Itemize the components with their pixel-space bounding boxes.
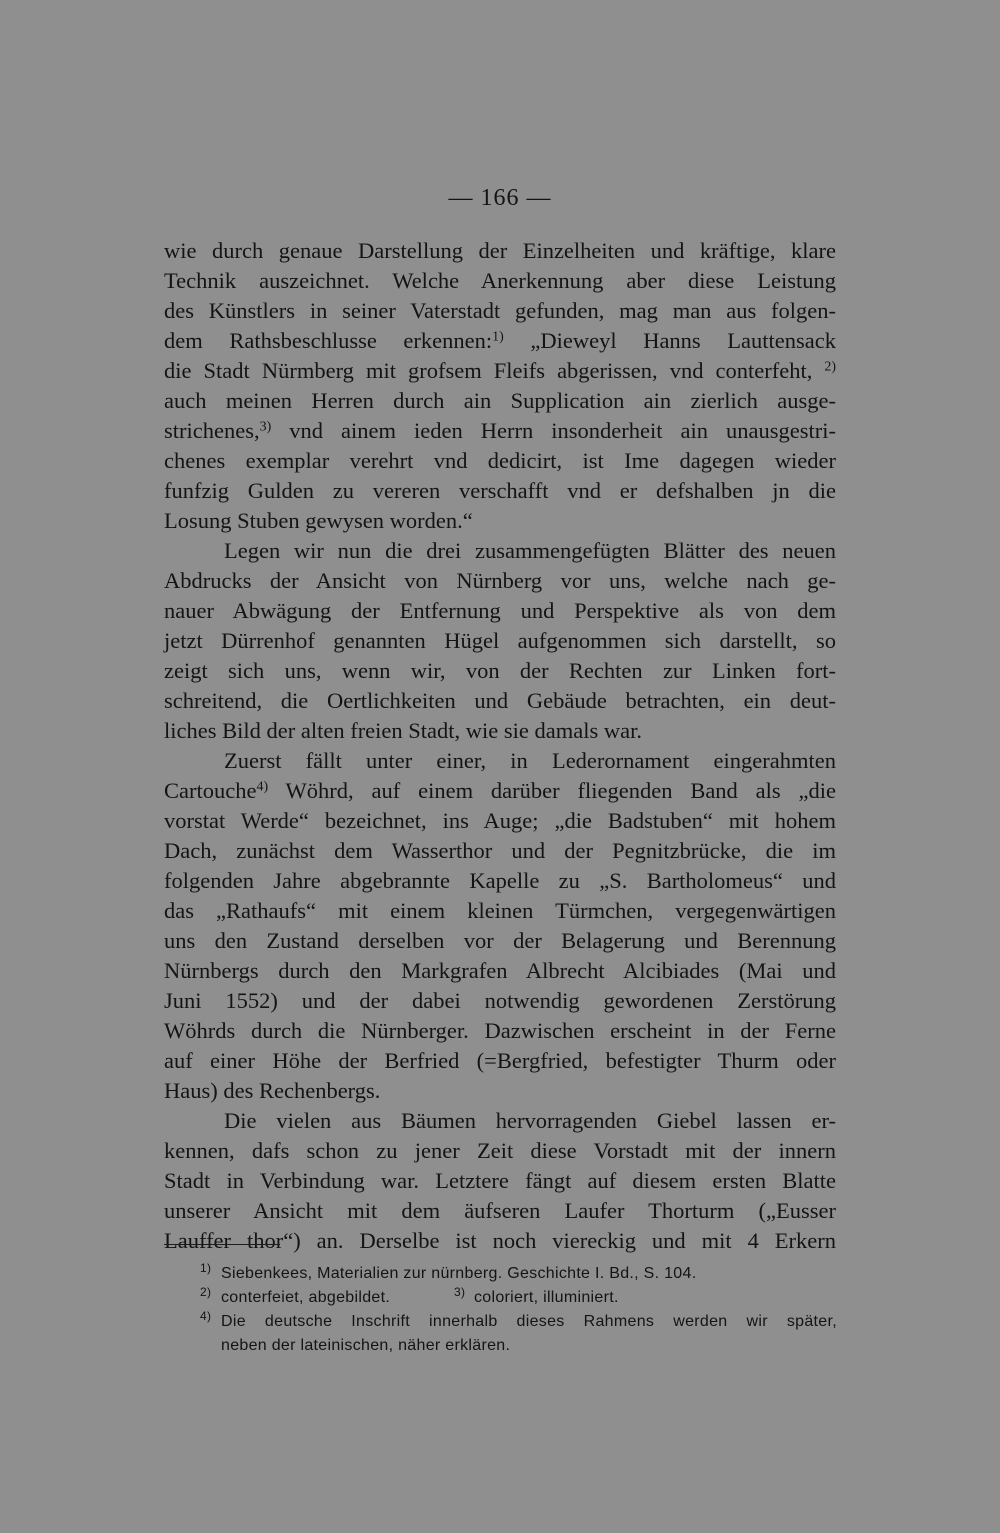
body-line: Wöhrds durch die Nürnberger. Dazwischen erscheint in der Ferne: [164, 1018, 836, 1043]
body-line: liches Bild der alten freien Stadt, wie sie damals war.: [164, 718, 642, 743]
body-line: jetzt Dürrenhof genannten Hügel aufgenommen sich darstellt, so: [164, 628, 836, 653]
body-line: Die vielen aus Bäumen hervorragenden Giebel lassen er-: [224, 1108, 836, 1133]
footnote-1: [0, 1262, 1000, 1286]
body-line: Dach, zunächst dem Wasserthor und der Pegnitzbrücke, die im: [164, 838, 836, 863]
footnote-text: Siebenkees, Materialien zur nürnberg. Geschichte I. Bd., S. 104.: [221, 1265, 697, 1282]
footnote-4: [0, 1310, 1000, 1334]
body-line-with-footnote: [164, 356, 836, 386]
body-line: Zuerst fällt unter einer, in Lederornament eingerahmten: [224, 748, 836, 773]
body-line: zeigt sich uns, wenn wir, von der Rechten zur Linken fort-: [164, 658, 836, 683]
body-line: auf einer Höhe der Berfried (=Bergfried, befestigter Thurm oder: [164, 1048, 836, 1073]
body-line: Stadt in Verbindung war. Letztere fängt auf diesem ersten Blatte: [164, 1168, 836, 1193]
text-segment: vnd ainem ieden Herrn insonderheit ain unausgestri-: [289, 418, 837, 443]
footnote-mark: 2): [200, 1285, 212, 1299]
body-line-with-footnote: [164, 326, 836, 356]
body-line: chenes exemplar verehrt vnd dedicirt, ist Ime dagegen wieder: [164, 448, 836, 473]
footnote-mark: 4): [200, 1309, 212, 1323]
body-line: nauer Abwägung der Entfernung und Perspektive als von dem: [164, 598, 836, 623]
footnote-ref: 2): [824, 359, 836, 375]
footnote-4-continued: [0, 1334, 1000, 1358]
body-line: vorstat Werde“ bezeichnet, ins Auge; „die Badstuben“ mit hohem: [164, 808, 836, 833]
text-segment: Cartouche: [164, 778, 257, 803]
body-line: uns den Zustand derselben vor der Belagerung und Berennung: [164, 928, 836, 953]
text-segment: die Stadt Nürmberg mit grofsem Fleifs abgerissen, vnd conterfeht,: [164, 358, 813, 383]
body-line: das „Rathaufs“ mit einem kleinen Türmchen, vergegenwärtigen: [164, 898, 836, 923]
page-number: — 166 —: [448, 185, 552, 211]
body-line-with-footnote: [164, 416, 836, 446]
footnote-divider: [164, 1244, 280, 1245]
body-line: Haus) des Rechenbergs.: [164, 1078, 381, 1103]
footnote-text: coloriert, illuminiert.: [474, 1289, 619, 1306]
body-line: Juni 1552) und der dabei notwendig gewordenen Zerstörung: [164, 988, 836, 1013]
text-segment: strichenes,: [164, 418, 260, 443]
footnote-ref: 1): [492, 329, 504, 345]
footnote-mark: 3): [454, 1285, 466, 1299]
body-line: des Künstlers in seiner Vaterstadt gefunden, mag man aus folgen-: [164, 298, 836, 323]
text-segment: Wöhrd, auf einem darüber fliegenden Band als „die: [285, 778, 836, 803]
footnote-2-3: [0, 1286, 1000, 1310]
text-segment: „Dieweyl Hanns Lauttensack: [530, 328, 836, 353]
body-line: funfzig Gulden zu vereren verschafft vnd er defshalben jn die: [164, 478, 836, 503]
text-segment: dem Rathsbeschlusse erkennen:: [164, 328, 493, 353]
body-line: wie durch genaue Darstellung der Einzelheiten und kräftige, klare: [164, 238, 836, 263]
body-line: Abdrucks der Ansicht von Nürnberg vor uns, welche nach ge-: [164, 568, 836, 593]
footnote-text: neben der lateinischen, näher erklären.: [221, 1337, 511, 1354]
body-line: schreitend, die Oertlichkeiten und Gebäude betrachten, ein deut-: [164, 688, 836, 713]
body-line: folgenden Jahre abgebrannte Kapelle zu „S. Bartholomeus“ und: [164, 868, 836, 893]
footnote-mark: 1): [200, 1261, 212, 1275]
body-line: Losung Stuben gewysen worden.“: [164, 508, 473, 533]
footnote-text: Die deutsche Inschrift innerhalb dieses Rahmens werden wir später,: [221, 1313, 837, 1330]
body-line: Legen wir nun die drei zusammengefügten Blätter des neuen: [224, 538, 836, 563]
footnote-ref: 3): [259, 419, 272, 435]
body-line: Nürnbergs durch den Markgrafen Albrecht Alcibiades (Mai und: [164, 958, 836, 983]
body-line: kennen, dafs schon zu jener Zeit diese Vorstadt mit der innern: [164, 1138, 836, 1163]
footnote-text: conterfeiet, abgebildet.: [221, 1289, 391, 1306]
body-line: unserer Ansicht mit dem äufseren Laufer Thorturm („Eusser: [164, 1198, 836, 1223]
footnote-ref: 4): [256, 779, 269, 795]
body-line-with-footnote: [164, 776, 836, 806]
body-line: Technik auszeichnet. Welche Anerkennung aber diese Leistung: [164, 268, 836, 293]
body-line: Lauffer thor“) an. Derselbe ist noch viereckig und mit 4 Erkern: [164, 1228, 836, 1253]
body-line: auch meinen Herren durch ain Supplication ain zierlich ausge-: [164, 388, 836, 413]
